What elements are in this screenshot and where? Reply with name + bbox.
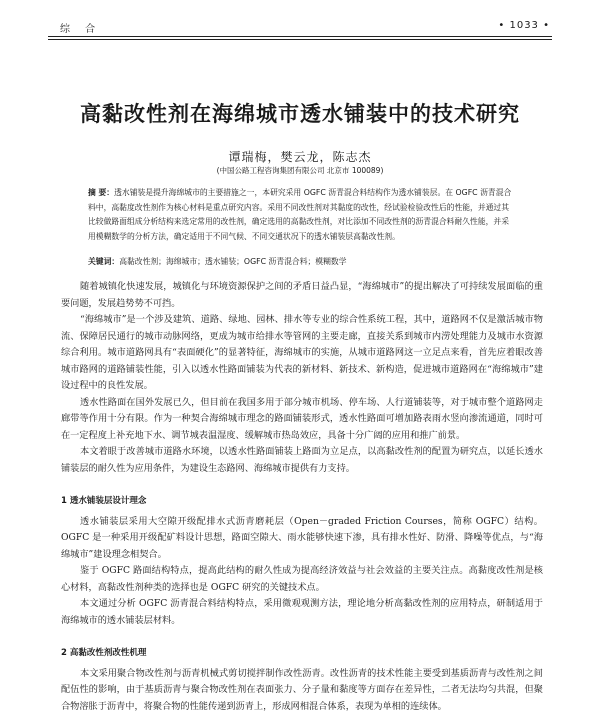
paragraph-sec1-3: 本文通过分析 OGFC 沥青混合料结构特点，采用微观观测方法，理论地分析高黏改性剂的应用特点，研制适用于海绵城市的透水铺装层材料。 bbox=[61, 596, 543, 629]
paragraph-intro-3: 透水性路面在国外发展已久，但目前在我国多用于部分城市机场、停车场、人行道铺装等，对于城市整个道路网走廊带等作用十分有限。作为一种契合海绵城市理念的路面铺装形式，透水性路面可增加路表雨水竖向渗流通道，同时可在一定程度上补充地下水、调节城表温湿度、缓解城市热岛效应，具备十分广阔的应用和推广前景。 bbox=[61, 395, 543, 445]
author-list: 谭瑞梅，樊云龙，陈志杰 bbox=[0, 148, 600, 165]
keywords-label: 关键词： bbox=[88, 257, 119, 266]
paragraph-sec1-2: 鉴于 OGFC 路面结构特点，提高此结构的耐久性成为提高经济效益与社会效益的主要关注点。高黏度改性剂是核心材料，高黏改性剂种类的选择也是 OGFC 研究的关键技术点。 bbox=[61, 563, 543, 596]
paragraph-intro-2: “海绵城市”是一个涉及建筑、道路、绿地、园林、排水等专业的综合性系统工程，其中，道路网不仅是激活城市物流、保障居民通行的城市动脉网络，更成为城市给排水等管网的主要走廊，直接关系到城市内涝处理能力及城市水资源综合利用。城市道路网具有“表面硬化”的显著特征，海绵城市的实施，从城市道路网这一立足点来看，首先应着眼改善城市路网的道路铺装性能，引入以透水性路面铺装为代表的新材料、新技术、新构造，促进城市道路网在“海绵城市”建设过程中的良性发展。 bbox=[61, 312, 543, 395]
paper-title: 高黏改性剂在海绵城市透水铺装中的技术研究 bbox=[0, 98, 600, 128]
abstract bbox=[88, 186, 516, 244]
abstract-text: 透水铺装是提升海绵城市的主要措施之一，本研究采用 OGFC 沥青混合料结构作为透水铺装层。在 OGFC 沥青混合料中，高黏度改性剂作为核心材料是重点研究内容。采用不同改性剂对其黏度的改性，经试验检验改性后的性能，并通过其比较做路面组成分析结构来选定常用的改性剂，确定选用的高黏改性剂，对比添加不同改性剂的沥青混合料耐久性能，并采用模糊数学的分析方法，确定适用于不同气候、不同交通状况下的透水铺装层高黏改性剂。 bbox=[88, 188, 511, 241]
paragraph-intro-1: 随着城镇化快速发展，城镇化与环境资源保护之间的矛盾日益凸显，“海绵城市”的提出解决了可持续发展面临的重要问题，发展趋势势不可挡。 bbox=[61, 279, 543, 312]
header-page-number: • 1033 • bbox=[498, 20, 550, 31]
header-section-label: 综 合 bbox=[60, 20, 101, 35]
paragraph-sec1-1: 透水铺装层采用大空隙开级配排水式沥青磨耗层（Open－graded Friction Courses，简称 OGFC）结构。OGFC 是一种采用开级配矿料设计思想，路面空隙大、雨水能够快速下渗，具有排水性好、防滑、降噪等优点，与“海绵城市”建设理念相契合。 bbox=[61, 514, 543, 564]
affiliation: (中国公路工程咨询集团有限公司 北京市 100089) bbox=[0, 165, 600, 176]
paragraph-sec2-1: 本文采用聚合物改性剂与沥青机械式剪切搅拌制作改性沥青。改性沥青的技术性能主要受到基质沥青与改性剂之间配伍性的影响，由于基质沥青与聚合物改性剂在表面张力、分子量和黏度等方面存在差异性，二者无法均匀共混，但聚合物溶胀于沥青中，将聚合物的性能传递到沥青上，形成网相混合体系，表现为单相的连续体。 bbox=[61, 666, 543, 715]
keywords-text: 高黏改性剂；海绵城市；透水铺装；OGFC 沥青混合料；模糊数学 bbox=[119, 257, 346, 266]
body-text bbox=[61, 279, 543, 715]
keywords bbox=[88, 255, 516, 268]
running-header bbox=[48, 14, 552, 36]
header-rule-bottom bbox=[48, 39, 552, 40]
abstract-label: 摘 要： bbox=[88, 188, 114, 197]
header-rule-top bbox=[48, 36, 552, 37]
section-heading-2: 2 高黏改性剂改性机理 bbox=[61, 645, 543, 662]
section-heading-1: 1 透水铺装层设计理念 bbox=[61, 493, 543, 510]
paragraph-intro-4: 本文着眼于改善城市道路水环境，以透水性路面铺装上路面为立足点，以高黏改性剂的配置为研究点，以延长透水铺装层的耐久性为应用条件，为建设生态路网、海绵城市提供有力支持。 bbox=[61, 444, 543, 477]
